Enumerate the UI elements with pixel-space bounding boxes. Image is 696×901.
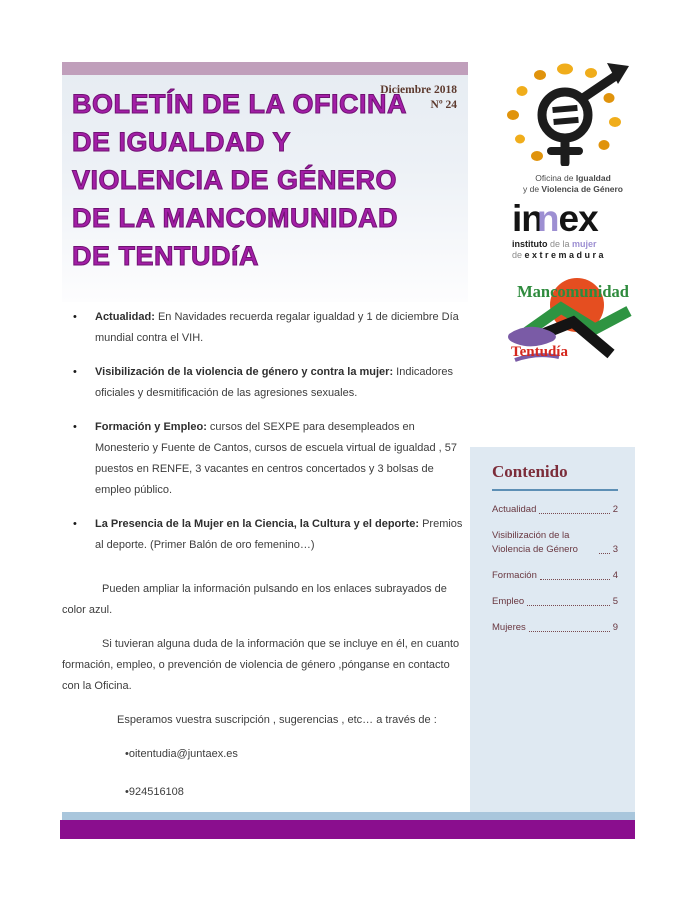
- imex-letter: i: [512, 198, 522, 239]
- issue-number: Nº 24: [430, 99, 457, 111]
- list-item-rest: Indicadores oficiales y desmitificación de las agresiones sexuales.: [95, 366, 454, 399]
- toc-dotted-leader: [527, 605, 609, 606]
- toc-dotted-leader: [539, 513, 609, 514]
- list-item-text: [95, 417, 470, 501]
- list-item-lead: Formación y Empleo:: [95, 421, 207, 433]
- header-accent-bar: [62, 62, 468, 75]
- toc-item-visibilizacion[interactable]: [492, 529, 618, 557]
- imex-letter: n: [521, 198, 543, 239]
- imex-letter: ex: [558, 198, 598, 239]
- list-item-rest: En Navidades recuerda regalar igualdad y 1 de diciembre Día mundial contra el VIH.: [95, 311, 459, 344]
- oficina-caption: [498, 173, 648, 195]
- toc-dotted-leader: [540, 579, 610, 580]
- title-line: DE LA MANCOMUNIDAD: [72, 203, 398, 233]
- title-line: BOLETÍN DE LA OFICINA: [72, 89, 407, 119]
- bullet-icon: •: [73, 311, 77, 323]
- mancomunidad-tentudia-logo: [498, 272, 648, 369]
- toc-item-label: Empleo: [492, 596, 525, 607]
- bullet-icon: •: [73, 518, 77, 530]
- list-item-text: [95, 514, 470, 556]
- contact-email[interactable]: •oitentudia@juntaex.es: [125, 748, 238, 760]
- toc-list: [492, 503, 618, 635]
- oficina-caption-text: Oficina de: [535, 173, 576, 183]
- toc-item-label: Mujeres: [492, 622, 526, 633]
- list-item-rest: cursos del SEXPE para desempleados en Monesterio y Fuente de Cantos, cursos de escuela virtual de igualdad , 57 puestos en RENFE, 3 vacantes en centros concertados y 3 bolsas de empleo público.: [95, 421, 457, 496]
- bullet-icon: •: [73, 421, 77, 433]
- list-item: [62, 307, 470, 349]
- main-text-column: [62, 307, 470, 820]
- imex-subtitle-text: de: [512, 250, 525, 260]
- list-item: [62, 514, 470, 556]
- imex-logo: [498, 198, 648, 261]
- title-line: DE TENTUDíA: [72, 241, 259, 271]
- toc-sidebar: [470, 447, 635, 812]
- toc-item-page: 4: [612, 570, 618, 581]
- oficina-caption-text: y de: [522, 184, 542, 194]
- toc-item-label: Formación: [492, 570, 537, 581]
- list-item-text: [95, 362, 470, 404]
- imex-subtitle-1: [512, 239, 648, 250]
- imex-letter: n: [536, 198, 559, 239]
- list-item: [62, 417, 470, 501]
- imex-subtitle-text: de la: [547, 239, 573, 249]
- bullet-icon: •: [73, 366, 77, 378]
- list-item-text: [95, 307, 470, 349]
- toc-item-page: 2: [612, 504, 618, 515]
- imex-subtitle-text: extremadura: [524, 250, 607, 260]
- header-box: [62, 62, 468, 302]
- footer-blue-bar: [62, 812, 635, 820]
- oficina-caption-bold: Violencia de Género: [541, 184, 623, 194]
- paragraph-links-info: Pueden ampliar la información pulsando en los enlaces subrayados de color azul.: [62, 583, 447, 616]
- toc-item-page: 3: [612, 544, 618, 555]
- imex-subtitle-text: mujer: [572, 239, 597, 249]
- toc-item-actualidad[interactable]: [492, 503, 618, 517]
- highlights-list: [62, 307, 470, 556]
- page-title: [72, 85, 468, 275]
- footer-purple-bar: [60, 820, 635, 839]
- toc-item-empleo[interactable]: [492, 595, 618, 609]
- mancomunidad-word: Mancomunidad: [517, 282, 629, 301]
- imex-wordmark: [512, 198, 648, 239]
- paragraph-subscription: Esperamos vuestra suscripción , sugerencias , etc… a través de :: [117, 714, 437, 726]
- list-item-lead: Visibilización de la violencia de género y contra la mujer:: [95, 366, 394, 378]
- toc-item-label: Visibilización de la Violencia de Género: [492, 530, 578, 555]
- logo-column: [498, 60, 648, 369]
- list-item-lead: La Presencia de la Mujer en la Ciencia, la Cultura y el deporte:: [95, 518, 420, 530]
- toc-item-page: 9: [612, 622, 618, 633]
- toc-item-label: Actualidad: [492, 504, 537, 515]
- list-item-lead: Actualidad:: [95, 311, 155, 323]
- issue-date-block: [380, 83, 457, 113]
- imex-subtitle-2: [512, 250, 648, 261]
- toc-dotted-leader: [599, 553, 610, 554]
- contact-phone: •924516108: [125, 786, 184, 798]
- gender-equality-sun-icon: [498, 60, 648, 171]
- paragraph-contact-info: Si tuvieran alguna duda de la información que se incluye en él, en cuanto formación, empleo, o prevención de violencia de género ,pónganse en contacto con la Oficina.: [62, 638, 460, 692]
- title-line: VIOLENCIA DE GÉNERO: [72, 165, 398, 195]
- toc-item-formacion[interactable]: [492, 569, 618, 583]
- list-item-rest: Premios al deporte. (Primer Balón de oro femenino…): [95, 518, 463, 551]
- oficina-caption-bold: Igualdad: [575, 173, 611, 183]
- title-line: DE IGUALDAD Y: [72, 127, 292, 157]
- list-item: [62, 362, 470, 404]
- imex-subtitle-text: instituto: [512, 239, 548, 249]
- toc-dotted-leader: [529, 631, 610, 632]
- issue-date: Diciembre 2018: [380, 84, 457, 96]
- toc-item-page: 5: [612, 596, 618, 607]
- toc-title: Contenido: [492, 462, 618, 491]
- tentudia-word: Tentudía: [511, 344, 568, 360]
- toc-item-mujeres[interactable]: [492, 621, 618, 635]
